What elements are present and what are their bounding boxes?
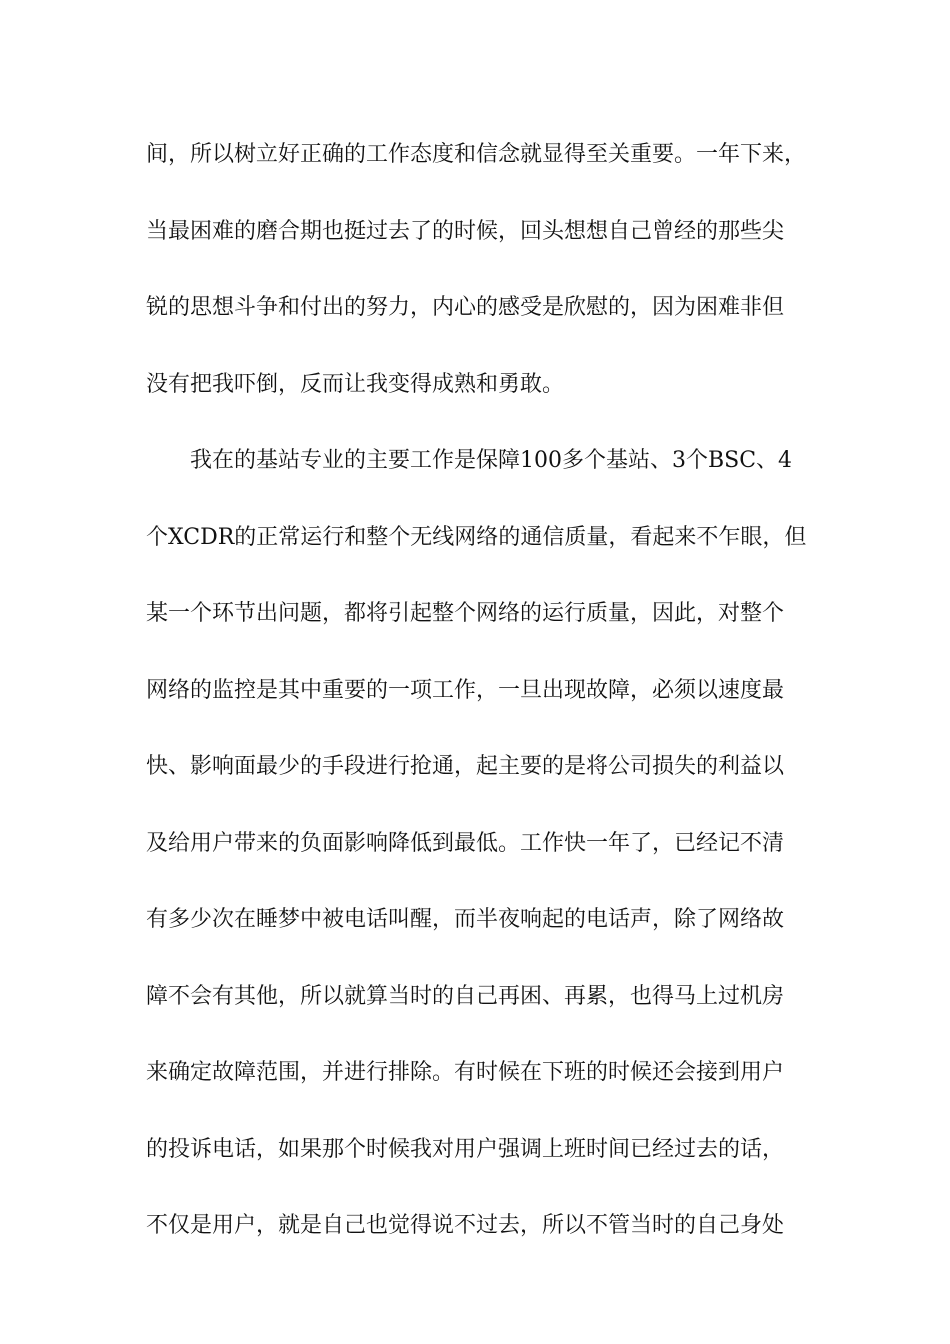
text-line: 不仅是用户，就是自己也觉得说不过去，所以不管当时的自己身处 <box>146 1213 785 1238</box>
text-line: 个XCDR的正常运行和整个无线网络的通信质量，看起来不乍眼，但 <box>146 524 807 550</box>
text-line: 网络的监控是其中重要的一项工作，一旦出现故障，必须以速度最 <box>146 677 785 703</box>
text-line: 锐的思想斗争和付出的努力，内心的感受是欣慰的，因为困难非但 <box>146 295 785 320</box>
body-text <box>146 131 818 1279</box>
text-line: 间，所以树立好正确的工作态度和信念就显得至关重要。一年下来， <box>146 142 807 167</box>
text-line: 障不会有其他，所以就算当时的自己再困、再累，也得马上过机房 <box>146 983 785 1009</box>
text-line: 来确定故障范围，并进行排除。有时候在下班的时候还会接到用户 <box>146 1060 785 1085</box>
text-line: 有多少次在睡梦中被电话叫醒，而半夜响起的电话声，除了网络故 <box>146 907 785 932</box>
text-line: 某一个环节出问题，都将引起整个网络的运行质量，因此，对整个 <box>146 601 785 626</box>
text-line: 的投诉电话，如果那个时候我对用户强调上班时间已经过去的话， <box>146 1136 785 1162</box>
text-line: 快、影响面最少的手段进行抢通，起主要的是将公司损失的利益以 <box>146 754 785 779</box>
text-line: 及给用户带来的负面影响降低到最低。工作快一年了，已经记不清 <box>146 830 785 856</box>
text-line: 没有把我吓倒，反而让我变得成熟和勇敢。 <box>146 371 565 397</box>
text-line: 当最困难的磨合期也挺过去了的时候，回头想想自己曾经的那些尖 <box>146 218 785 244</box>
paragraph-first-line: 我在的基站专业的主要工作是保障100多个基站、3个BSC、4 <box>190 448 793 473</box>
